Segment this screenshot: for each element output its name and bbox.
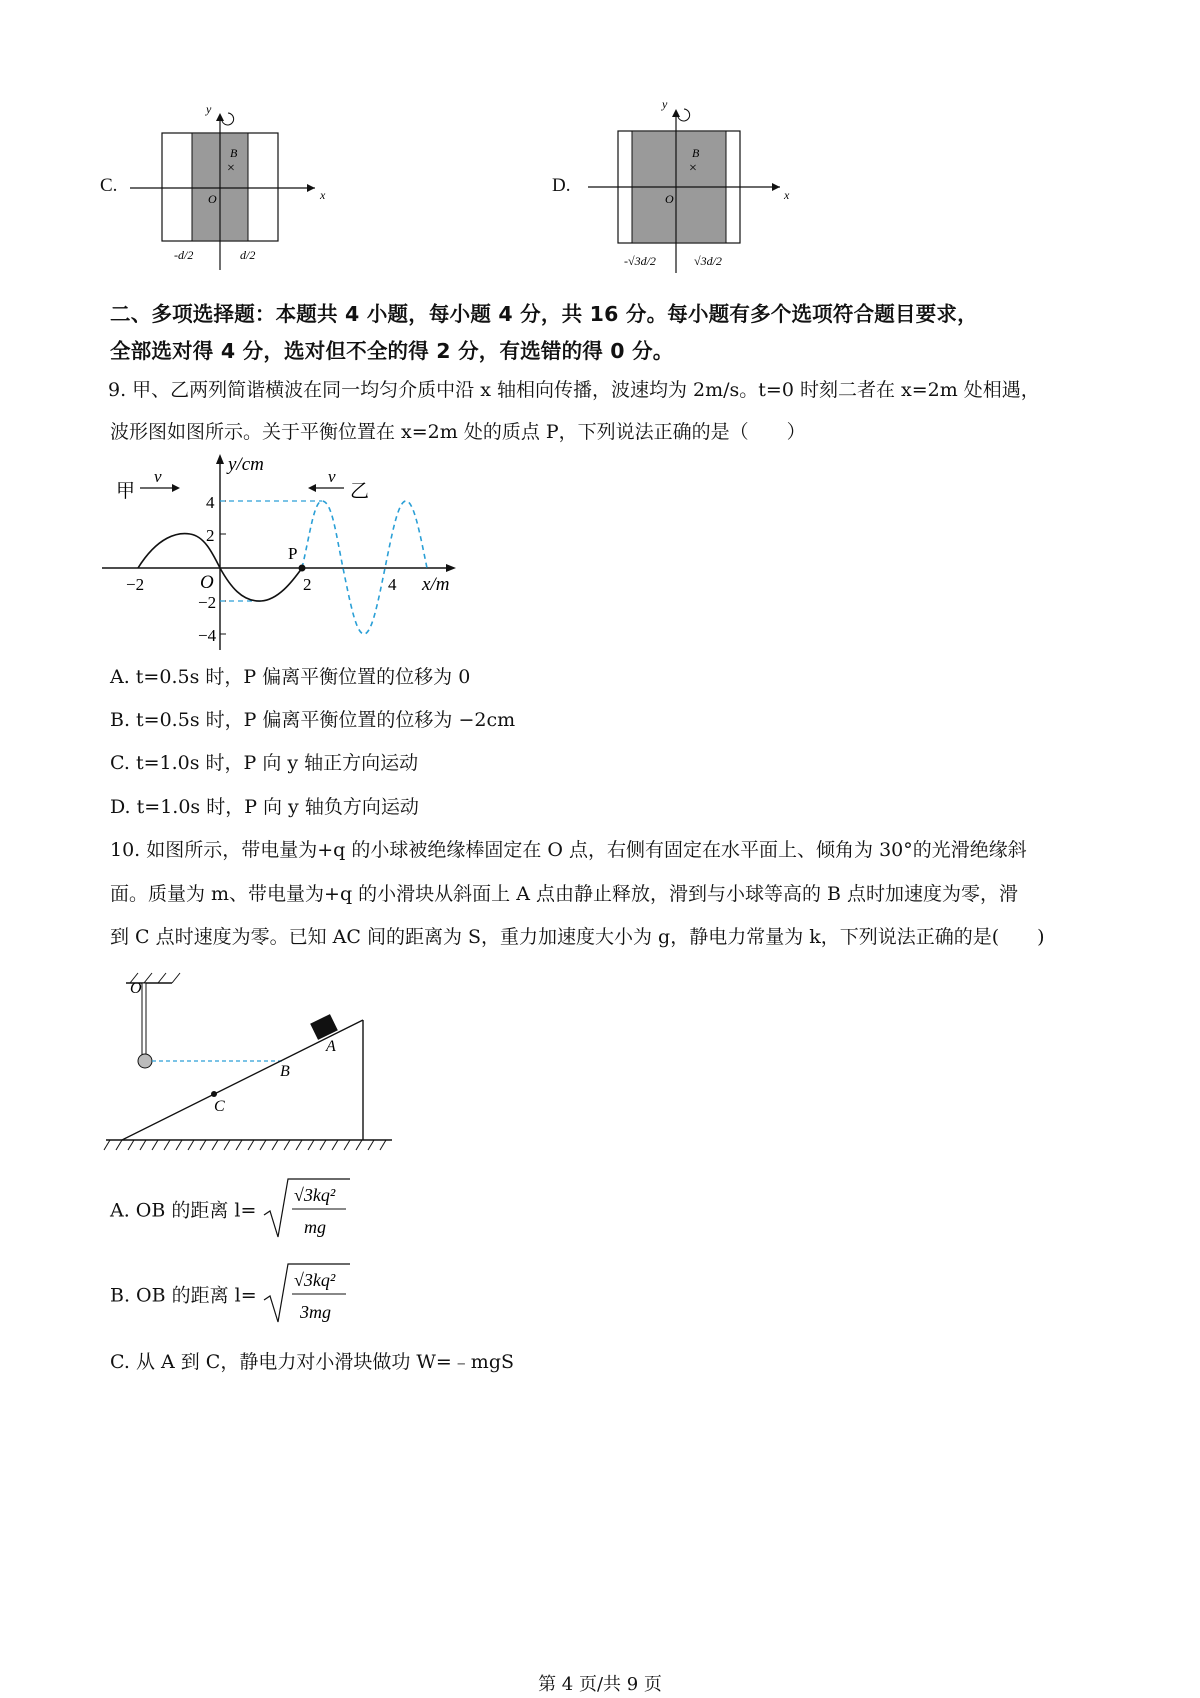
field-region-diagram-d (552, 93, 812, 278)
y-tick-minus-4: −4 (198, 626, 217, 645)
wave-yi-label: 乙 (350, 481, 370, 502)
diagram-c-origin: O (208, 192, 217, 206)
x-tick-4: 4 (388, 575, 397, 594)
point-p-label: P (288, 544, 298, 563)
figure-label-o: O (130, 980, 142, 997)
diagram-option-d (552, 93, 812, 278)
q10-option-a-formula (262, 1175, 352, 1243)
diagram-d-tick-left: -√3d/2 (624, 254, 656, 268)
diagram-d-tick-right: √3d/2 (694, 254, 722, 268)
q10-incline-figure (100, 965, 400, 1160)
diagram-c-cross-mark: × (227, 161, 235, 176)
figure-label-c: C (214, 1098, 225, 1115)
q9-option-b: B. t=0.5s 时，P 偏离平衡位置的位移为 −2cm (110, 709, 516, 731)
y-tick-2: 2 (206, 526, 215, 545)
wave-graph-svg (100, 450, 480, 660)
page-footer: 第 4 页/共 9 页 (538, 1674, 662, 1695)
diagram-d-point-b: B (692, 146, 700, 160)
graph-origin: O (200, 572, 214, 593)
diagram-c-y-label: y (206, 102, 212, 116)
diagram-d-cross-mark: × (689, 161, 697, 176)
q10-option-a-denominator: mg (303, 1217, 326, 1237)
q10-option-b-prefix: B. OB 的距离 l= (110, 1284, 257, 1307)
q9-stem-line-2: 波形图如图所示。关于平衡位置在 x=2m 处的质点 P，下列说法正确的是（ ） (110, 421, 806, 443)
q10-option-b-numerator: √3kq² (293, 1270, 336, 1290)
q10-option-a-prefix: A. OB 的距离 l= (110, 1199, 257, 1222)
graph-x-axis-label: x/m (422, 574, 450, 595)
q10-stem-line-3: 到 C 点时速度为零。已知 AC 间的距离为 S，重力加速度大小为 g，静电力常量为 k，下列说法正确的是( ) (110, 926, 1045, 948)
section-heading-line-2: 全部选对得 4 分，选对但不全的得 2 分，有选错的得 0 分。 (110, 339, 674, 363)
q9-stem-line-1: 9. 甲、乙两列简谐横波在同一均匀介质中沿 x 轴相向传播，波速均为 2m/s。t=0 时刻二者在 x=2m 处相遇， (108, 379, 1040, 401)
diagram-option-c (100, 95, 360, 275)
q9-wave-graph (100, 450, 480, 660)
diagram-d-y-label: y (662, 97, 668, 111)
velocity-label-right: v (328, 467, 336, 486)
q10-option-b-formula (262, 1260, 352, 1328)
x-tick-2: 2 (303, 575, 312, 594)
section-heading-line-1: 二、多项选择题：本题共 4 小题，每小题 4 分，共 16 分。每小题有多个选项符合题目要求， (110, 302, 978, 326)
diagram-c-tick-right: d/2 (240, 248, 256, 262)
q10-option-c: C. 从 A 到 C，静电力对小滑块做功 W=﹣mgS (110, 1351, 515, 1373)
y-tick-minus-2: −2 (198, 593, 217, 612)
velocity-label-left: v (154, 467, 162, 486)
option-c-label: C. (100, 175, 118, 196)
wave-jia-label: 甲 (116, 481, 136, 502)
diagram-c-tick-left: -d/2 (174, 248, 194, 262)
graph-y-axis-label: y/cm (228, 454, 264, 475)
incline-svg (100, 965, 400, 1160)
q10-stem-line-1: 10. 如图所示，带电量为+q 的小球被绝缘棒固定在 O 点，右侧有固定在水平面上、倾角为 30°的光滑绝缘斜 (110, 839, 1027, 861)
diagram-c-point-b: B (230, 146, 238, 160)
figure-label-a: A (326, 1038, 336, 1055)
q9-option-d: D. t=1.0s 时，P 向 y 轴负方向运动 (110, 796, 419, 818)
diagram-d-x-label: x (784, 188, 790, 202)
figure-label-b: B (280, 1063, 290, 1080)
q10-option-a-numerator: √3kq² (293, 1185, 335, 1205)
diagram-c-x-label: x (320, 188, 326, 202)
x-tick-minus-2: −2 (126, 575, 145, 594)
diagram-d-origin: O (665, 192, 674, 206)
q10-option-b-denominator: 3mg (299, 1302, 331, 1322)
y-tick-4: 4 (206, 493, 215, 512)
q10-option-a (110, 1175, 352, 1245)
q10-option-b (110, 1260, 352, 1330)
q9-option-c: C. t=1.0s 时，P 向 y 轴正方向运动 (110, 752, 419, 774)
option-d-label: D. (552, 175, 571, 196)
field-region-diagram-c (100, 95, 360, 275)
q9-option-a: A. t=0.5s 时，P 偏离平衡位置的位移为 0 (110, 666, 471, 688)
q10-stem-line-2: 面。质量为 m、带电量为+q 的小滑块从斜面上 A 点由静止释放，滑到与小球等高的 B 点时加速度为零，滑 (110, 883, 1019, 905)
